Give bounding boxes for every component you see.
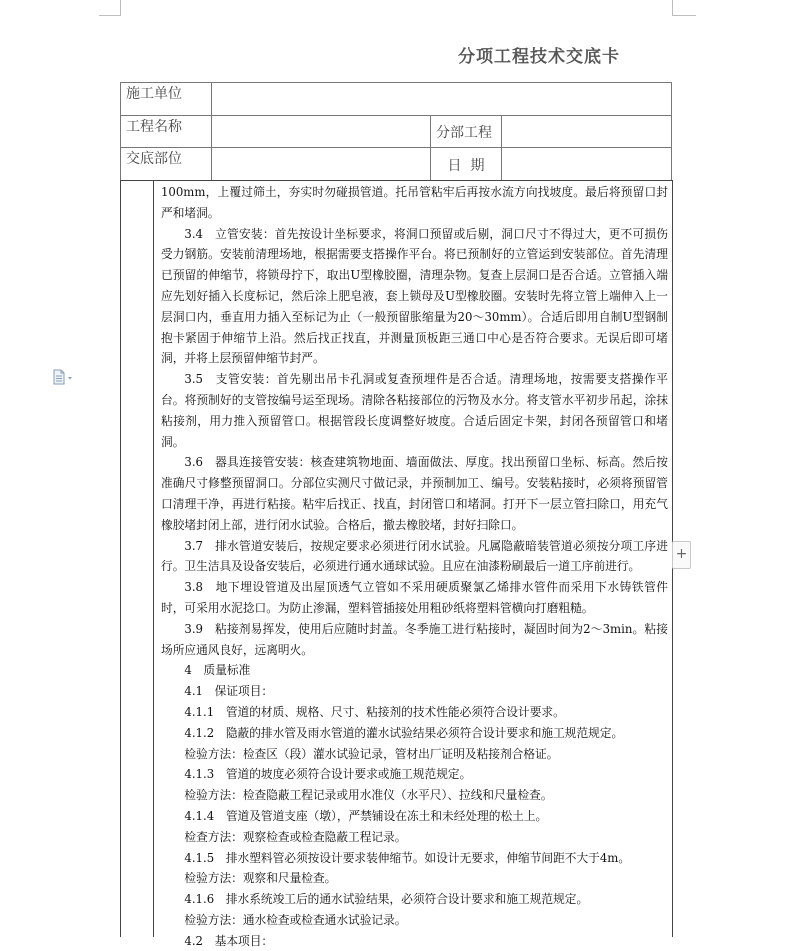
paragraph: 3.5 支管安装：首先剔出吊卡孔洞或复查预埋件是否合适。清理场地，按需要支搭操作平台。将预制好的支管按编号运至现场。清除各粘接部位的污物及水分。将支管水平初步吊起，涂抹粘接剂，用力推入预留管口。根据管段长度调整好坡度。合适后固定卡架，封闭各预留管口和堵洞。: [161, 372, 668, 449]
date-value[interactable]: [502, 148, 672, 181]
paragraph: 3.6 器具连接管安装：核查建筑物地面、墙面做法、厚度。找出预留口坐标、标高。然后按准确尺寸修整预留洞口。分部位实测尺寸做记录，并预制加工、编号。安装粘接时，必须将预留管口清理干净，再进行粘接。粘牢后找正、找直，封闭管口和堵洞。打开下一层立管扫除口，用充气橡胶堵封闭上部，进行闭水试验。合格后，撤去橡胶堵，封好扫除口。: [161, 455, 668, 532]
paragraph: 4.2 基本项目：: [184, 933, 274, 948]
plus-icon[interactable]: +: [672, 541, 691, 569]
paragraph: 4.1.2 隐蔽的排水管及雨水管道的灌水试验结果必须符合设计要求和施工规范规定。: [184, 725, 624, 740]
subproject-value[interactable]: [502, 116, 672, 148]
crop-mark: [672, 0, 673, 16]
crop-mark: [99, 15, 121, 16]
paragraph: 检验方法：通水检查或检查通水试验记录。: [184, 912, 407, 927]
crop-mark: [672, 15, 696, 16]
paragraph: 4.1.5 排水塑料管必须按设计要求装伸缩节。如设计无要求，伸缩节间距不大于4m。: [184, 850, 631, 865]
part-label: 交底部位: [121, 148, 212, 181]
header-table: [120, 82, 672, 181]
unit-value[interactable]: [212, 83, 672, 116]
card-title: 分项工程技术交底卡: [458, 47, 620, 67]
crop-mark: [120, 0, 121, 16]
subproject-label: 分部工程: [431, 116, 502, 148]
column-divider: [153, 181, 154, 937]
body-text: [161, 182, 668, 951]
paragraph: 4 质量标准: [184, 663, 251, 678]
paragraph: 检验方法：观察和尺量检查。: [184, 871, 337, 886]
paragraph: 4.1 保证项目：: [184, 684, 274, 699]
paragraph: 3.7 排水管道安装后，按规定要求必须进行闭水试验。凡属隐蔽暗装管道必须按分项工序进行。卫生洁具及设备安装后，必须进行通水通球试验。且应在油漆粉刷最后一道工序前进行。: [161, 538, 668, 574]
paragraph: 3.4 立管安装：首先按设计坐标要求，将洞口预留或后剔，洞口尺寸不得过大，更不可损伤受力钢筋。安装前清理场地，根据需要支搭操作平台。将已预制好的立管运到安装部位。首先清理已预留的伸缩节，将锁母拧下，取出U型橡胶圈，清理杂物。复查上层洞口是否合适。立管插入端应先划好插入长度标记，然后涂上肥皂液，套上锁母及U型橡胶圈。安装时先将立管上端伸入上一层洞口内，垂直用力插入至标记为止（一般预留胀缩量为20～30mm）。合适后即用自制U型钢制抱卡紧固于伸缩节上沿。然后找正找直，并测量顶板距三通口中心是否符合要求。无误后即可堵洞，并将上层预留伸缩节封严。: [161, 226, 668, 366]
project-label: 工程名称: [121, 116, 212, 148]
date-label: 日 期: [431, 148, 502, 181]
project-value[interactable]: [212, 116, 431, 148]
document-dropdown-icon[interactable]: [53, 369, 75, 385]
unit-label: 施工单位: [121, 83, 212, 116]
paragraph: 检验方法：检查区（段）灌水试验记录，管材出厂证明及粘接剂合格证。: [184, 746, 559, 761]
paragraph: 4.1.3 管道的坡度必须符合设计要求或施工规范规定。: [184, 767, 472, 782]
paragraph: 检验方法：检查隐蔽工程记录或用水准仪（水平尺）、拉线和尺量检查。: [184, 788, 553, 803]
part-value[interactable]: [212, 148, 431, 181]
paragraph: 3.9 粘接剂易挥发，使用后应随时封盖。冬季施工进行粘接时，凝固时间为2～3min。粘接场所应通风良好，远离明火。: [161, 621, 668, 657]
paragraph: 4.1.4 管道及管道支座（墩），严禁铺设在冻土和未经处理的松土上。: [184, 808, 548, 823]
paragraph: 3.8 地下埋设管道及出屋顶透气立管如不采用硬质聚氯乙烯排水管件而采用下水铸铁管件时，可采用水泥捻口。为防止渗漏，塑料管插接处用粗砂纸将塑料管横向打磨粗糙。: [161, 580, 668, 615]
paragraph: 检查方法：观察检查或检查隐蔽工程记录。: [184, 829, 407, 844]
paragraph: 4.1.6 排水系统竣工后的通水试验结果，必须符合设计要求和施工规范规定。: [184, 892, 589, 907]
paragraph: 100mm，上覆过筛土，夯实时勿碰损管道。托吊管粘牢后再按水流方向找坡度。最后将预留口封严和堵洞。: [161, 185, 668, 220]
content-box: [120, 180, 673, 948]
paragraph: 4.1.1 管道的材质、规格、尺寸、粘接剂的技术性能必须符合设计要求。: [184, 704, 565, 719]
